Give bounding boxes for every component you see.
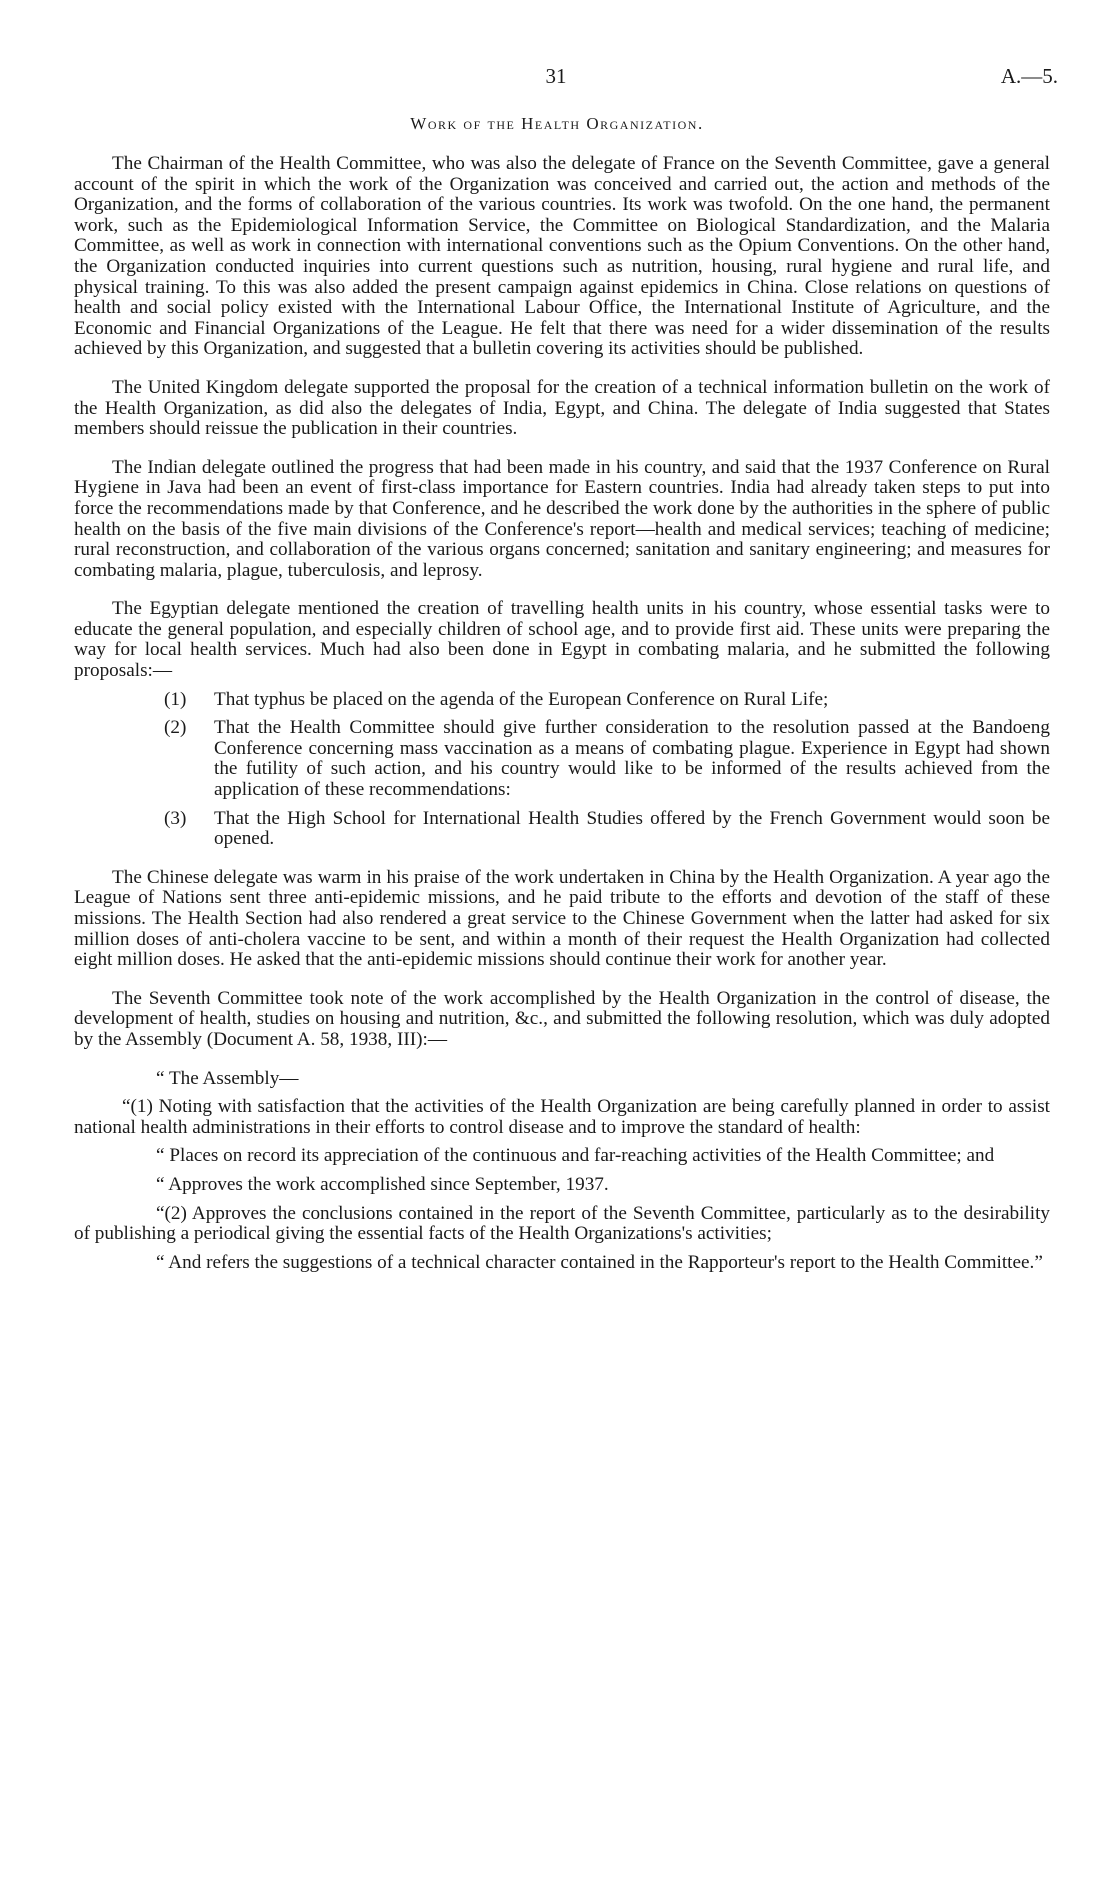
resolution-item: “(2) Approves the conclusions contained in the report of the Seventh Committee, particularly as to the desirability of publishing a periodical giving the essential facts of the Health Organizations's activities; — [74, 1202, 1050, 1245]
proposal-item — [74, 690, 1050, 711]
resolution-item: “ Places on record its appreciation of the continuous and far-reaching activities of the Health Committee; and — [156, 1145, 995, 1167]
section-title: Work of the Health Organization. — [410, 114, 704, 133]
document-reference: A.—5. — [1000, 64, 1058, 88]
proposal-text: That typhus be placed on the agenda of the European Conference on Rural Life; — [214, 688, 829, 710]
paragraph-united-kingdom: The United Kingdom delegate supported the proposal for the creation of a technical information bulletin on the work of the Health Organization, as did also the delegates of India, Egypt, and China. The delegate of India suggested that States members should reissue the publication in their countries. — [74, 376, 1050, 440]
proposal-number: (3) — [164, 807, 187, 829]
proposal-item — [74, 718, 1050, 800]
proposal-number: (1) — [164, 688, 187, 710]
resolution-item: “ Approves the work accomplished since September, 1937. — [156, 1173, 609, 1195]
proposal-item — [74, 809, 1050, 850]
proposal-text: That the High School for International Health Studies offered by the French Government would soon be opened. — [214, 807, 1050, 850]
paragraph-china: The Chinese delegate was warm in his praise of the work undertaken in China by the Health Organization. A year ago the League of Nations sent three anti-epidemic missions, and he paid tribute to the efforts and devotion of the staff of these missions. The Health Section had also rendered a great service to the Chinese Government when the latter had asked for six million doses of anti-cholera vaccine to be sent, and within a month of their request the Health Organization had collected eight million doses. He asked that the anti-epidemic missions should continue their work for another year. — [74, 866, 1050, 971]
page-number: 31 — [545, 64, 567, 88]
paragraph-egypt: The Egyptian delegate mentioned the creation of travelling health units in his country, whose essential tasks were to educate the general population, and especially children of school age, and to provide first aid. These units were preparing the way for local health services. Much had also been done in Egypt in combating malaria, and he submitted the following proposals:— — [74, 598, 1050, 682]
paragraph-chairman: The Chairman of the Health Committee, who was also the delegate of France on the Seventh Committee, gave a general account of the spirit in which the work of the Organization was conceived and carried out, the action and methods of the Organization, and the forms of collaboration of the various countries. Its work was twofold. On the one hand, the permanent work, such as the Epidemiological Information Service, the Committee on Biological Standardization, and the Malaria Committee, as well as work in connection with international conventions such as the Opium Conventions. On the other hand, the Organization conducted inquiries into current questions such as nutrition, housing, rural hygiene and rural life, and physical training. To this was also added the present campaign against epidemics in China. Close relations on questions of health and social policy existed with the International Labour Office, the International Institute of Agriculture, and the Economic and Financial Organizations of the League. He felt that there was need for a wider dissemination of the results achieved by this Organization, and suggested that a bulletin covering its activities should be published. — [74, 153, 1050, 360]
paragraph-seventh-committee: The Seventh Committee took note of the work accomplished by the Health Organization in the control of disease, the development of health, studies on housing and nutrition, &c., and submitted the following resolution, which was duly adopted by the Assembly (Document A. 58, 1938, III):— — [74, 987, 1050, 1050]
proposal-text: That the Health Committee should give further consideration to the resolution passed at the Bandoeng Conference concerning mass vaccination as a means of combating plague. Experience in Egypt had shown the futility of such action, and his country would like to be informed of the results achieved from the application of these recommendations: — [214, 717, 1050, 801]
paragraph-india: The Indian delegate outlined the progress that had been made in his country, and said that the 1937 Conference on Rural Hygiene in Java had been an event of first-class importance for Eastern countries. India had already taken steps to put into force the recommendations made by that Conference, and he described the work done by the authorities in the sphere of public health on the basis of the five main divisions of the Conference's report—health and medical services; teaching of medicine; rural reconstruction, and collaboration of the various organs concerned; sanitation and sanitary engineering; and measures for combating malaria, plague, tuberculosis, and leprosy. — [74, 456, 1050, 581]
resolution-opening: “ The Assembly— — [156, 1067, 299, 1089]
proposal-number: (2) — [164, 717, 187, 739]
resolution-item: “ And refers the suggestions of a technical character contained in the Rapporteur's report to the Health Committee.” — [156, 1251, 1043, 1273]
resolution-item: “(1) Noting with satisfaction that the activities of the Health Organization are being carefully planned in order to assist national health administrations in their efforts to control disease and to improve the standard of health: — [74, 1096, 1050, 1138]
document-body — [74, 154, 1050, 1273]
